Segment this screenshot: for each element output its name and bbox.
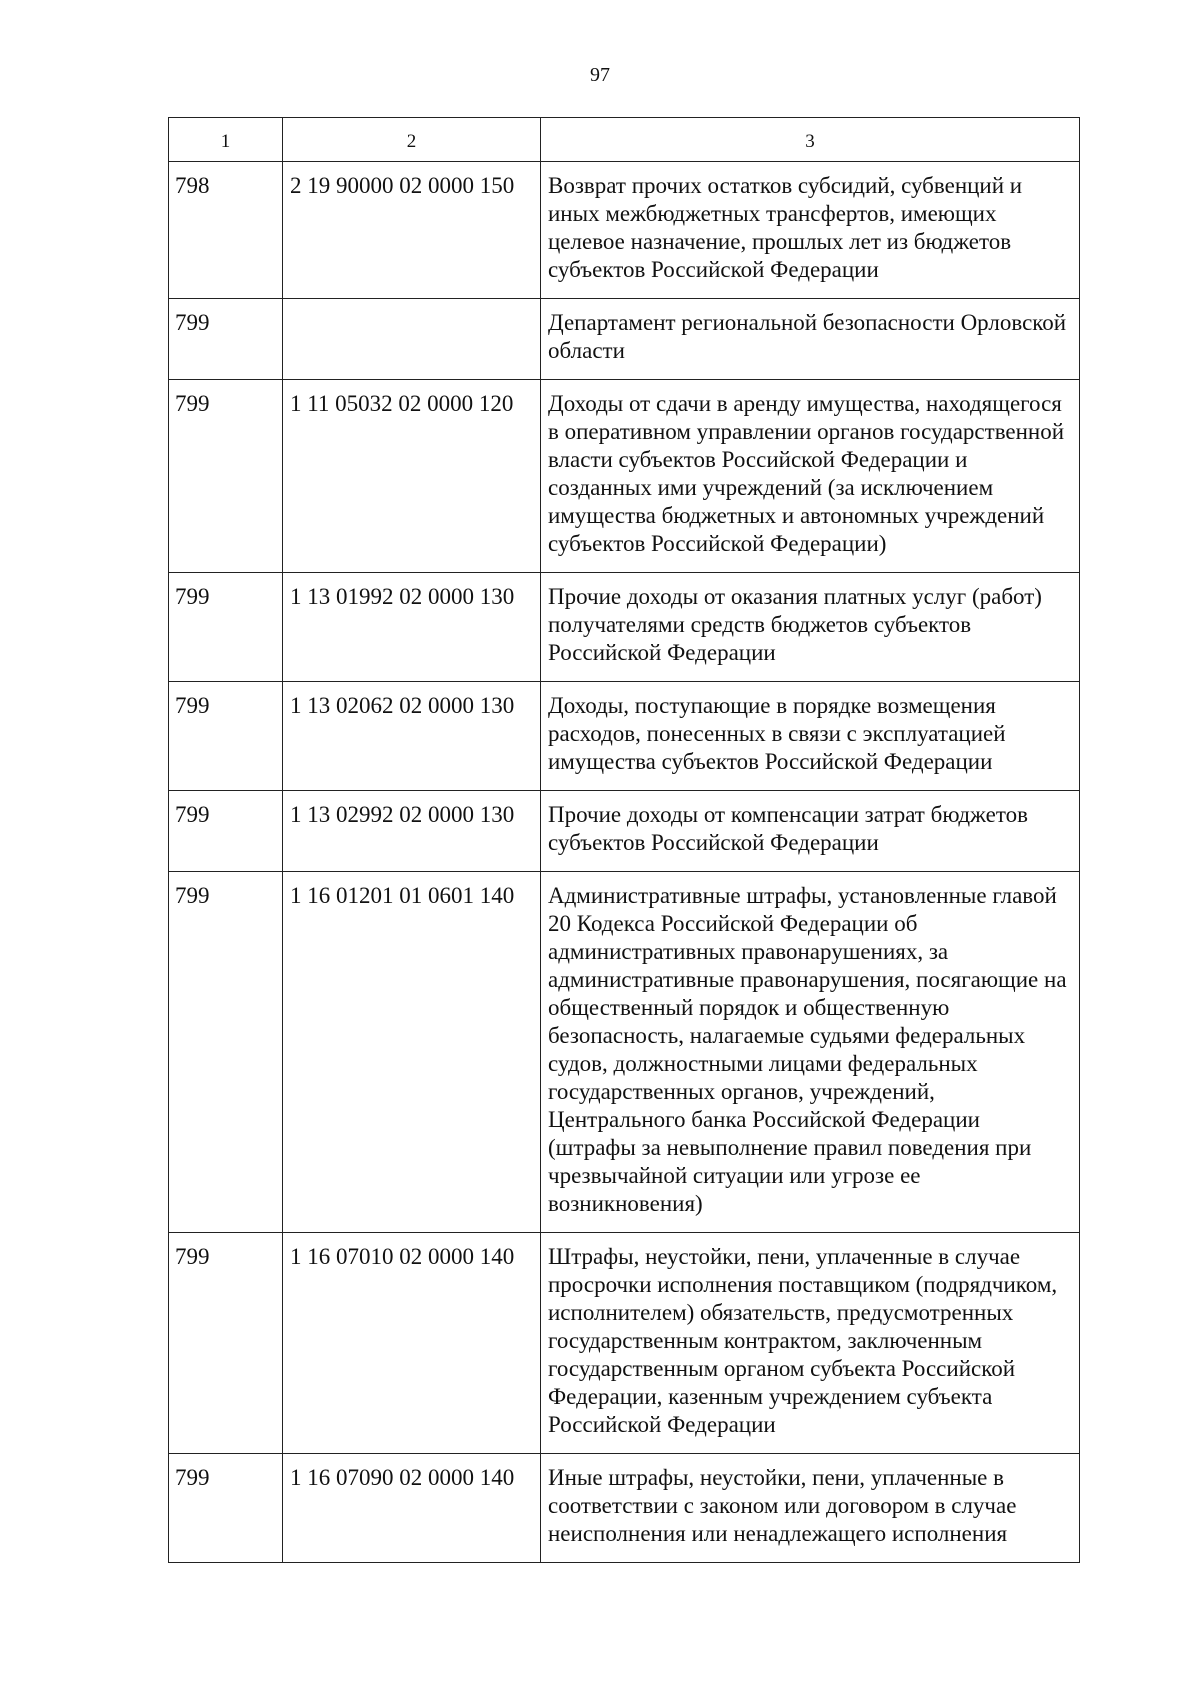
table-row — [169, 682, 1080, 791]
revenue-codes-table — [168, 117, 1080, 1563]
admin-code-cell: 799 — [169, 573, 283, 682]
table-header-row — [169, 118, 1080, 162]
page-number: 97 — [590, 64, 610, 86]
admin-code-cell: 799 — [169, 872, 283, 1233]
column-header-2: 2 — [283, 118, 541, 162]
admin-code-cell: 799 — [169, 682, 283, 791]
table-row — [169, 162, 1080, 299]
revenue-name-cell: Департамент региональной безопасности Орловской области — [541, 299, 1080, 380]
admin-code-cell: 798 — [169, 162, 283, 299]
column-header-1: 1 — [169, 118, 283, 162]
table-row — [169, 791, 1080, 872]
budget-code-cell: 1 13 01992 02 0000 130 — [283, 573, 541, 682]
revenue-name-cell: Штрафы, неустойки, пени, уплаченные в случае просрочки исполнения поставщиком (подрядчиком, исполнителем) обязательств, предусмотренных государственным контрактом, заключенным государственным органом субъекта Российской Федерации, казенным учреждением субъекта Российской Федерации — [541, 1233, 1080, 1454]
admin-code-cell: 799 — [169, 791, 283, 872]
admin-code-cell: 799 — [169, 299, 283, 380]
table-row — [169, 1454, 1080, 1563]
revenue-name-cell: Прочие доходы от оказания платных услуг (работ) получателями средств бюджетов субъектов Российской Федерации — [541, 573, 1080, 682]
revenue-name-cell: Возврат прочих остатков субсидий, субвенций и иных межбюджетных трансфертов, имеющих целевое назначение, прошлых лет из бюджетов субъектов Российской Федерации — [541, 162, 1080, 299]
budget-code-cell — [283, 299, 541, 380]
revenue-name-cell: Доходы, поступающие в порядке возмещения расходов, понесенных в связи с эксплуатацией имущества субъектов Российской Федерации — [541, 682, 1080, 791]
admin-code-cell: 799 — [169, 1454, 283, 1563]
budget-code-cell: 1 11 05032 02 0000 120 — [283, 380, 541, 573]
revenue-name-cell: Иные штрафы, неустойки, пени, уплаченные в соответствии с законом или договором в случае неисполнения или ненадлежащего исполнения — [541, 1454, 1080, 1563]
table-row — [169, 380, 1080, 573]
admin-code-cell: 799 — [169, 380, 283, 573]
budget-code-cell: 1 13 02062 02 0000 130 — [283, 682, 541, 791]
revenue-name-cell: Доходы от сдачи в аренду имущества, находящегося в оперативном управлении органов государственной власти субъектов Российской Федерации и созданных ими учреждений (за исключением имущества бюджетных и автономных учреждений субъектов Российской Федерации) — [541, 380, 1080, 573]
column-header-3: 3 — [541, 118, 1080, 162]
table-row — [169, 872, 1080, 1233]
budget-code-cell: 1 16 07090 02 0000 140 — [283, 1454, 541, 1563]
budget-code-cell: 1 16 01201 01 0601 140 — [283, 872, 541, 1233]
budget-code-cell: 1 13 02992 02 0000 130 — [283, 791, 541, 872]
budget-code-cell: 2 19 90000 02 0000 150 — [283, 162, 541, 299]
table-row — [169, 299, 1080, 380]
budget-code-cell: 1 16 07010 02 0000 140 — [283, 1233, 541, 1454]
table-row — [169, 573, 1080, 682]
table-row — [169, 1233, 1080, 1454]
revenue-name-cell: Прочие доходы от компенсации затрат бюджетов субъектов Российской Федерации — [541, 791, 1080, 872]
revenue-name-cell: Административные штрафы, установленные главой 20 Кодекса Российской Федерации об административных правонарушениях, за административные правонарушения, посягающие на общественный порядок и общественную безопасность, налагаемые судьями федеральных судов, должностными лицами федеральных государственных органов, учреждений, Центрального банка Российской Федерации (штрафы за невыполнение правил поведения при чрезвычайной ситуации или угрозе ее возникновения) — [541, 872, 1080, 1233]
admin-code-cell: 799 — [169, 1233, 283, 1454]
